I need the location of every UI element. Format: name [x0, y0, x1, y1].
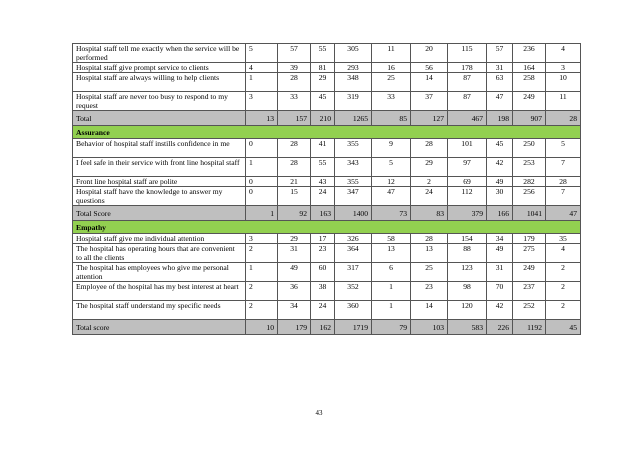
score-cell: 25	[372, 73, 411, 92]
score-cell: 6	[372, 263, 411, 282]
score-cell: 13	[372, 244, 411, 263]
score-cell: 13	[411, 244, 448, 263]
score-cell: 236	[513, 44, 546, 63]
score-cell: 3	[246, 92, 278, 111]
score-cell: 2	[246, 301, 278, 320]
score-cell: 58	[372, 234, 411, 244]
score-cell: 166	[487, 206, 513, 221]
score-cell: 35	[546, 234, 581, 244]
score-cell: 249	[513, 263, 546, 282]
table-row	[73, 44, 581, 63]
score-cell: 88	[448, 244, 487, 263]
score-cell: 210	[311, 111, 335, 126]
score-cell: 37	[411, 92, 448, 111]
score-cell: 360	[335, 301, 372, 320]
score-cell: 2	[246, 244, 278, 263]
score-cell: 250	[513, 139, 546, 158]
score-cell: 0	[246, 139, 278, 158]
score-cell: 1	[372, 282, 411, 301]
score-cell: 28	[278, 158, 311, 177]
score-cell: 45	[546, 320, 581, 335]
score-cell: 3	[546, 63, 581, 73]
score-cell: 57	[278, 44, 311, 63]
score-cell: 23	[411, 282, 448, 301]
score-cell: 115	[448, 44, 487, 63]
score-cell: 41	[311, 139, 335, 158]
score-cell: 178	[448, 63, 487, 73]
score-cell: 28	[411, 234, 448, 244]
score-cell: 103	[411, 320, 448, 335]
score-cell: 157	[278, 111, 311, 126]
score-cell: 1192	[513, 320, 546, 335]
table-row	[73, 158, 581, 177]
score-cell: 2	[246, 282, 278, 301]
score-cell: 69	[448, 177, 487, 187]
score-cell: 43	[311, 177, 335, 187]
score-cell: 583	[448, 320, 487, 335]
score-cell: 57	[487, 44, 513, 63]
total-label: Total	[73, 111, 246, 126]
score-cell: 30	[487, 187, 513, 206]
score-cell: 97	[448, 158, 487, 177]
total-row	[73, 206, 581, 221]
score-cell: 29	[278, 234, 311, 244]
score-cell: 355	[335, 177, 372, 187]
table-row	[73, 234, 581, 244]
score-cell: 70	[487, 282, 513, 301]
score-cell: 326	[335, 234, 372, 244]
score-cell: 36	[278, 282, 311, 301]
score-cell: 49	[487, 244, 513, 263]
section-title: Assurance	[73, 126, 581, 139]
score-cell: 364	[335, 244, 372, 263]
score-cell: 1	[246, 206, 278, 221]
score-cell: 1	[246, 263, 278, 282]
statement-label: Hospital staff give prompt service to clients	[73, 63, 246, 73]
score-cell: 5	[246, 44, 278, 63]
score-cell: 24	[311, 187, 335, 206]
score-cell: 28	[278, 73, 311, 92]
statement-label: I feel safe in their service with front line hospital staff	[73, 158, 246, 177]
statement-label: The hospital staff understand my specific needs	[73, 301, 246, 320]
score-cell: 1	[372, 301, 411, 320]
score-cell: 63	[487, 73, 513, 92]
total-label: Total Score	[73, 206, 246, 221]
score-cell: 79	[372, 320, 411, 335]
score-cell: 47	[487, 92, 513, 111]
section-header-row	[73, 126, 581, 139]
section-title: Empathy	[73, 221, 581, 234]
score-cell: 4	[546, 44, 581, 63]
score-cell: 256	[513, 187, 546, 206]
table-row	[73, 282, 581, 301]
score-cell: 162	[311, 320, 335, 335]
statement-label: Hospital staff have the knowledge to answer my questions	[73, 187, 246, 206]
table-body	[73, 44, 581, 335]
score-cell: 45	[311, 92, 335, 111]
score-cell: 10	[546, 73, 581, 92]
score-cell: 81	[311, 63, 335, 73]
score-cell: 2	[411, 177, 448, 187]
score-cell: 17	[311, 234, 335, 244]
score-cell: 467	[448, 111, 487, 126]
score-cell: 11	[372, 44, 411, 63]
score-cell: 31	[487, 63, 513, 73]
statement-label: Hospital staff are never too busy to respond to my request	[73, 92, 246, 111]
score-cell: 38	[311, 282, 335, 301]
score-cell: 92	[278, 206, 311, 221]
table-row	[73, 139, 581, 158]
score-cell: 24	[411, 187, 448, 206]
score-cell: 1	[246, 158, 278, 177]
score-cell: 120	[448, 301, 487, 320]
score-cell: 907	[513, 111, 546, 126]
score-cell: 29	[411, 158, 448, 177]
total-label: Total score	[73, 320, 246, 335]
score-cell: 33	[278, 92, 311, 111]
score-cell: 47	[546, 206, 581, 221]
table-row	[73, 63, 581, 73]
score-cell: 33	[372, 92, 411, 111]
score-cell: 34	[487, 234, 513, 244]
page-number: 43	[315, 409, 323, 417]
score-cell: 14	[411, 301, 448, 320]
score-cell: 237	[513, 282, 546, 301]
score-cell: 20	[411, 44, 448, 63]
table-row	[73, 92, 581, 111]
statement-label: Front line hospital staff are polite	[73, 177, 246, 187]
score-cell: 179	[513, 234, 546, 244]
score-cell: 198	[487, 111, 513, 126]
score-cell: 29	[311, 73, 335, 92]
score-cell: 2	[546, 282, 581, 301]
score-cell: 4	[546, 244, 581, 263]
statement-label: The hospital has operating hours that are convenient to all the clients	[73, 244, 246, 263]
score-cell: 39	[278, 63, 311, 73]
score-cell: 21	[278, 177, 311, 187]
score-cell: 293	[335, 63, 372, 73]
score-cell: 163	[311, 206, 335, 221]
table-row	[73, 177, 581, 187]
score-cell: 31	[487, 263, 513, 282]
score-cell: 42	[487, 158, 513, 177]
score-cell: 7	[546, 187, 581, 206]
score-cell: 49	[278, 263, 311, 282]
score-cell: 9	[372, 139, 411, 158]
total-row	[73, 111, 581, 126]
score-cell: 60	[311, 263, 335, 282]
score-cell: 226	[487, 320, 513, 335]
score-cell: 355	[335, 139, 372, 158]
score-cell: 47	[372, 187, 411, 206]
score-cell: 253	[513, 158, 546, 177]
score-cell: 45	[487, 139, 513, 158]
score-cell: 154	[448, 234, 487, 244]
score-cell: 87	[448, 73, 487, 92]
score-cell: 127	[411, 111, 448, 126]
score-cell: 15	[278, 187, 311, 206]
score-cell: 42	[487, 301, 513, 320]
score-cell: 2	[546, 263, 581, 282]
score-cell: 87	[448, 92, 487, 111]
score-cell: 24	[311, 301, 335, 320]
score-cell: 28	[546, 177, 581, 187]
score-cell: 23	[311, 244, 335, 263]
score-cell: 317	[335, 263, 372, 282]
table-row	[73, 263, 581, 282]
score-cell: 14	[411, 73, 448, 92]
score-cell: 275	[513, 244, 546, 263]
score-cell: 10	[246, 320, 278, 335]
score-cell: 55	[311, 158, 335, 177]
score-cell: 2	[546, 301, 581, 320]
score-cell: 1041	[513, 206, 546, 221]
score-cell: 0	[246, 177, 278, 187]
score-cell: 12	[372, 177, 411, 187]
score-cell: 249	[513, 92, 546, 111]
score-cell: 0	[246, 187, 278, 206]
score-cell: 28	[278, 139, 311, 158]
score-cell: 55	[311, 44, 335, 63]
score-cell: 4	[246, 63, 278, 73]
statement-label: Hospital staff are always willing to help clients	[73, 73, 246, 92]
score-cell: 83	[411, 206, 448, 221]
score-cell: 1	[246, 73, 278, 92]
score-cell: 28	[546, 111, 581, 126]
score-cell: 348	[335, 73, 372, 92]
score-cell: 343	[335, 158, 372, 177]
score-cell: 164	[513, 63, 546, 73]
score-cell: 49	[487, 177, 513, 187]
table-row	[73, 301, 581, 320]
score-cell: 5	[372, 158, 411, 177]
score-cell: 98	[448, 282, 487, 301]
score-cell: 56	[411, 63, 448, 73]
score-cell: 1265	[335, 111, 372, 126]
score-cell: 379	[448, 206, 487, 221]
score-cell: 85	[372, 111, 411, 126]
score-cell: 31	[278, 244, 311, 263]
score-cell: 1719	[335, 320, 372, 335]
score-cell: 1400	[335, 206, 372, 221]
score-cell: 252	[513, 301, 546, 320]
score-cell: 7	[546, 158, 581, 177]
score-cell: 34	[278, 301, 311, 320]
section-header-row	[73, 221, 581, 234]
score-cell: 347	[335, 187, 372, 206]
statement-label: Hospital staff tell me exactly when the service will be performed	[73, 44, 246, 63]
score-cell: 73	[372, 206, 411, 221]
score-cell: 282	[513, 177, 546, 187]
table-row	[73, 73, 581, 92]
score-cell: 258	[513, 73, 546, 92]
statement-label: The hospital has employees who give me personal attention	[73, 263, 246, 282]
score-cell: 112	[448, 187, 487, 206]
score-cell: 28	[411, 139, 448, 158]
score-cell: 305	[335, 44, 372, 63]
score-cell: 5	[546, 139, 581, 158]
statement-label: Hospital staff give me individual attention	[73, 234, 246, 244]
score-cell: 11	[546, 92, 581, 111]
total-row	[73, 320, 581, 335]
score-cell: 25	[411, 263, 448, 282]
table-row	[73, 244, 581, 263]
table-row	[73, 187, 581, 206]
score-cell: 179	[278, 320, 311, 335]
score-cell: 352	[335, 282, 372, 301]
score-cell: 3	[246, 234, 278, 244]
statement-label: Behavior of hospital staff instills confidence in me	[73, 139, 246, 158]
score-cell: 319	[335, 92, 372, 111]
survey-results-table	[72, 43, 581, 335]
score-cell: 101	[448, 139, 487, 158]
statement-label: Employee of the hospital has my best interest at heart	[73, 282, 246, 301]
score-cell: 13	[246, 111, 278, 126]
score-cell: 123	[448, 263, 487, 282]
score-cell: 16	[372, 63, 411, 73]
